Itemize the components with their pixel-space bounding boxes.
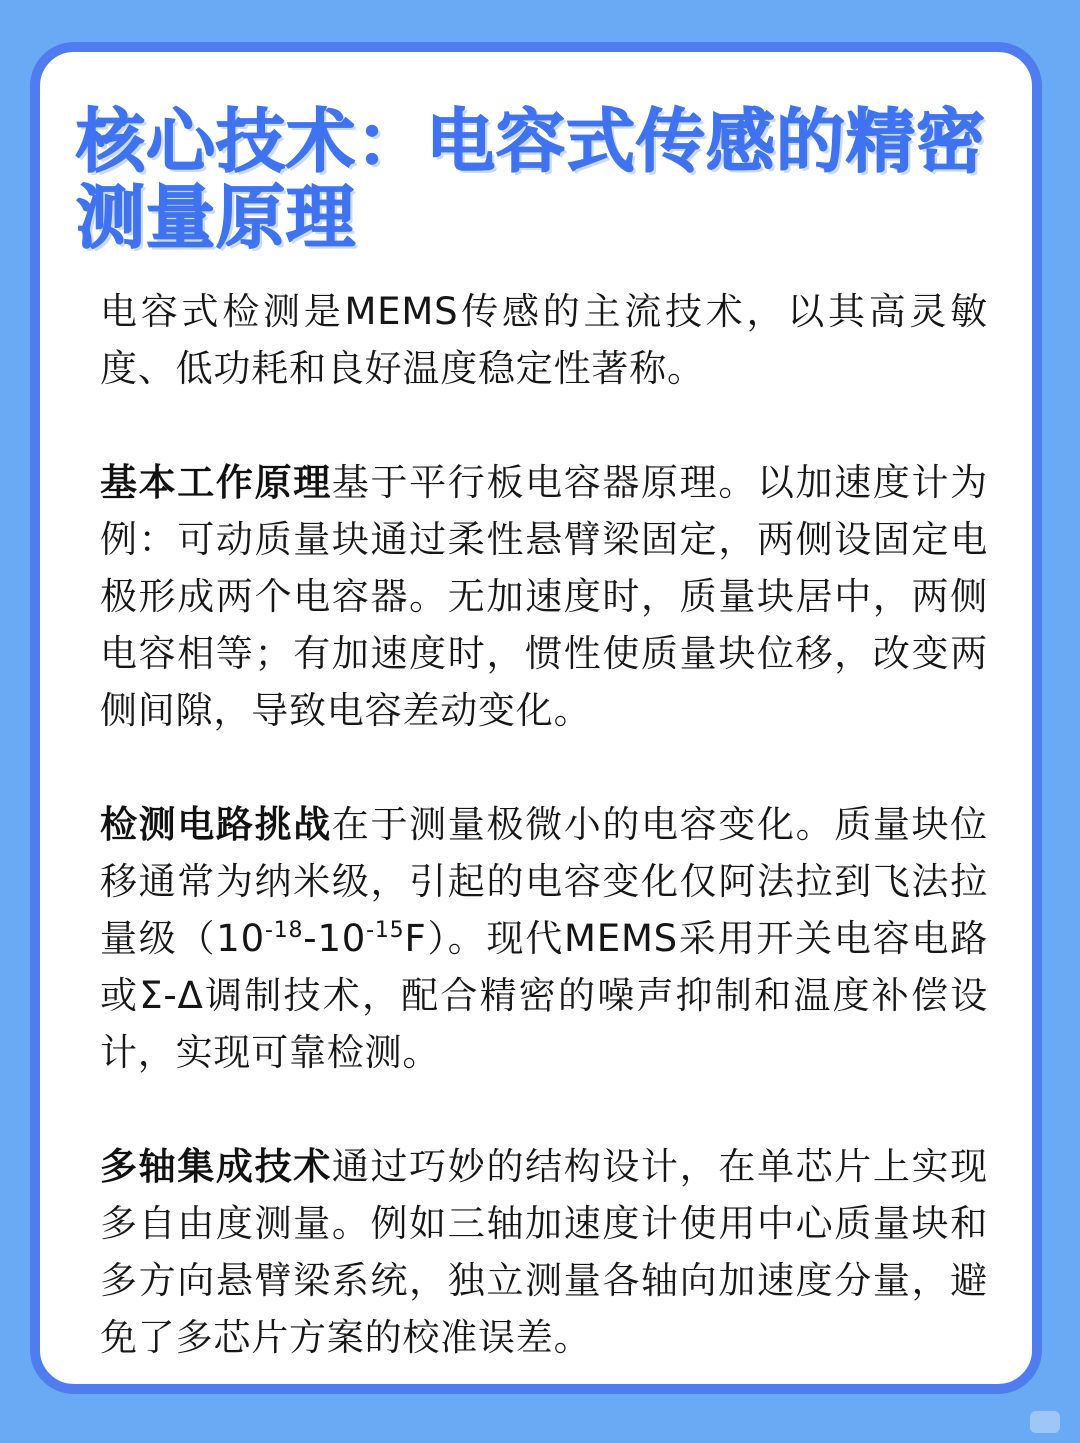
paragraph-multi-axis <box>100 1138 988 1366</box>
paragraph-text: 在于测量极微小的电容变化。质量块位移通常为纳米级，引起的电容变化仅阿法拉到飞法拉量级（10 <box>100 803 988 960</box>
paragraph-detection-circuit <box>100 796 988 1081</box>
paragraph-text: -10 <box>303 917 367 960</box>
exponent: -18 <box>264 918 304 943</box>
paragraph-text: 基于平行板电容器原理。以加速度计为例：可动质量块通过柔性悬臂梁固定，两侧设固定电极形成两个电容器。无加速度时，质量块居中，两侧电容相等；有加速度时，惯性使质量块位移，改变两侧间隙，导致电容差动变化。 <box>100 461 988 732</box>
paragraph-heading: 多轴集成技术 <box>100 1145 332 1188</box>
paragraph-heading: 基本工作原理 <box>100 461 332 504</box>
watermark-logo <box>1030 1411 1060 1433</box>
paragraph-text: 电容式检测是MEMS传感的主流技术，以其高灵敏度、低功耗和良好温度稳定性著称。 <box>100 290 988 390</box>
paragraph-text: 通过巧妙的结构设计，在单芯片上实现多自由度测量。例如三轴加速度计使用中心质量块和多方向悬臂梁系统，独立测量各轴向加速度分量，避免了多芯片方案的校准误差。 <box>100 1145 988 1359</box>
page-title: 核心技术：电容式传感的精密测量原理 <box>76 102 986 258</box>
paragraph-text: F）。现代MEMS采用开关电容电路或Σ-Δ调制技术，配合精密的噪声抑制和温度补偿设计，实现可靠检测。 <box>100 917 988 1074</box>
content-card <box>30 42 1042 1394</box>
paragraph-intro <box>100 283 988 397</box>
paragraph-heading: 检测电路挑战 <box>100 803 332 846</box>
article-body <box>100 283 988 1423</box>
paragraph-working-principle <box>100 454 988 739</box>
exponent: -15 <box>366 918 405 943</box>
